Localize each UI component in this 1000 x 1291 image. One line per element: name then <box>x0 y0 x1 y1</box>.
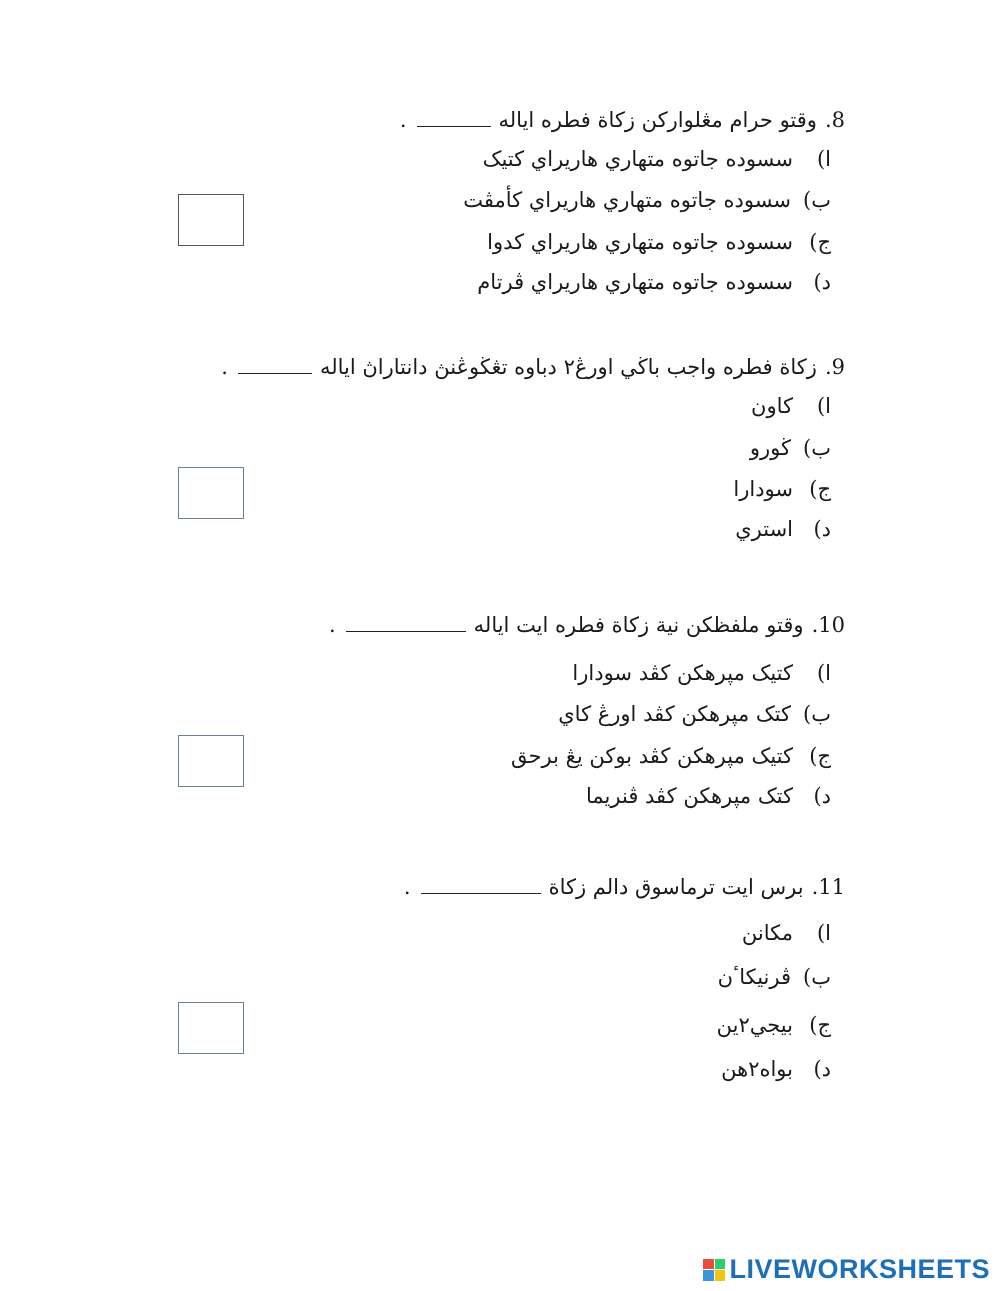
answer-input-9[interactable] <box>178 467 244 519</box>
option-text: سودارا <box>733 477 793 501</box>
option-c <box>717 1011 831 1039</box>
option-c <box>487 228 831 256</box>
option-letter: د) <box>813 270 831 294</box>
option-c <box>733 475 831 503</box>
option-letter: ب) <box>803 436 831 460</box>
question-stem <box>400 105 845 135</box>
period: . <box>399 108 407 132</box>
question-text: وقتو ملفظكن نية زكاة فطره ايت اياله <box>473 613 804 637</box>
option-text: كاون <box>751 394 793 418</box>
period: . <box>221 355 228 379</box>
question-text: زكاة فطره واجب باڬي اورڠ٢ دباوه تڠڬوڠنڽ دانتاراڽ اياله <box>319 355 817 379</box>
option-letter: ا) <box>816 921 831 945</box>
option-text: ڬورو <box>749 436 792 460</box>
question-number: 9. <box>824 355 845 379</box>
option-text: استري <box>735 517 793 541</box>
option-letter: ب) <box>803 188 831 212</box>
option-text: سسوده جاتوه متهاري هاريراي كأمڤت <box>463 188 792 212</box>
question-number: 11. <box>811 875 845 899</box>
answer-input-8[interactable] <box>178 194 244 246</box>
option-a <box>742 919 831 947</box>
option-a <box>751 392 831 420</box>
period: . <box>403 875 411 899</box>
question-stem <box>221 352 845 382</box>
option-letter: ج) <box>809 477 831 501</box>
option-d <box>586 782 831 810</box>
blank-line <box>346 613 466 632</box>
question-number: 10. <box>811 613 845 637</box>
option-letter: ب) <box>803 965 831 989</box>
brand-name: LIVEWORKSHEETS <box>729 1254 990 1284</box>
question-8 <box>400 105 845 135</box>
option-letter: د) <box>813 517 831 541</box>
option-text: سسوده جاتوه متهاري هاريراي كتيک <box>482 147 793 171</box>
option-text: كتيک مپرهكن كڤد بوكن يڠ برحق <box>511 744 793 768</box>
option-a <box>483 145 831 173</box>
question-text: برس ايت ترماسوق دالم زكاة <box>548 875 804 899</box>
option-text: سسوده جاتوه متهاري هاريراي كدوا <box>487 230 793 254</box>
option-letter: ج) <box>809 1013 831 1037</box>
answer-input-10[interactable] <box>178 735 244 787</box>
period: . <box>328 613 336 637</box>
option-c <box>511 742 831 770</box>
liveworksheets-logo-icon <box>703 1259 725 1281</box>
option-text: ڤرنيكاٴن <box>717 965 792 989</box>
question-stem <box>329 610 845 640</box>
option-text: بيجي٢ين <box>716 1013 793 1037</box>
option-text: مكانن <box>741 921 793 945</box>
option-a <box>572 659 831 687</box>
option-letter: ج) <box>809 744 831 768</box>
option-text: كتک مپرهكن كڤد اورڠ كاي <box>558 702 792 726</box>
option-text: كتيک مپرهكن كڤد سودارا <box>572 661 793 685</box>
option-letter: ب) <box>803 702 831 726</box>
option-letter: د) <box>813 1057 831 1081</box>
option-text: كتک مپرهكن كڤد ڤنريما <box>586 784 793 808</box>
question-stem <box>404 872 845 902</box>
question-number: 8. <box>824 108 845 132</box>
question-10 <box>329 610 845 640</box>
option-letter: ا) <box>816 661 831 685</box>
option-b <box>750 434 831 462</box>
option-letter: ا) <box>816 147 831 171</box>
option-d <box>477 268 831 296</box>
option-letter: ا) <box>816 394 831 418</box>
blank-line <box>417 108 491 127</box>
option-b <box>463 186 831 214</box>
blank-line <box>238 355 312 374</box>
question-9 <box>221 352 845 382</box>
option-b <box>718 963 831 991</box>
answer-input-11[interactable] <box>178 1002 244 1054</box>
question-11 <box>404 872 845 902</box>
option-letter: د) <box>813 784 831 808</box>
option-text: بواه٢هن <box>721 1057 793 1081</box>
option-b <box>558 700 831 728</box>
question-text: وقتو حرام مڠلواركن زكاة فطره اياله <box>498 108 817 132</box>
blank-line <box>421 875 541 894</box>
option-d <box>721 1055 831 1083</box>
option-d <box>735 515 831 543</box>
option-text: سسوده جاتوه متهاري هاريراي ڤرتام <box>477 270 793 294</box>
brand-logo-wordmark <box>703 1254 990 1285</box>
option-letter: ج) <box>809 230 831 254</box>
